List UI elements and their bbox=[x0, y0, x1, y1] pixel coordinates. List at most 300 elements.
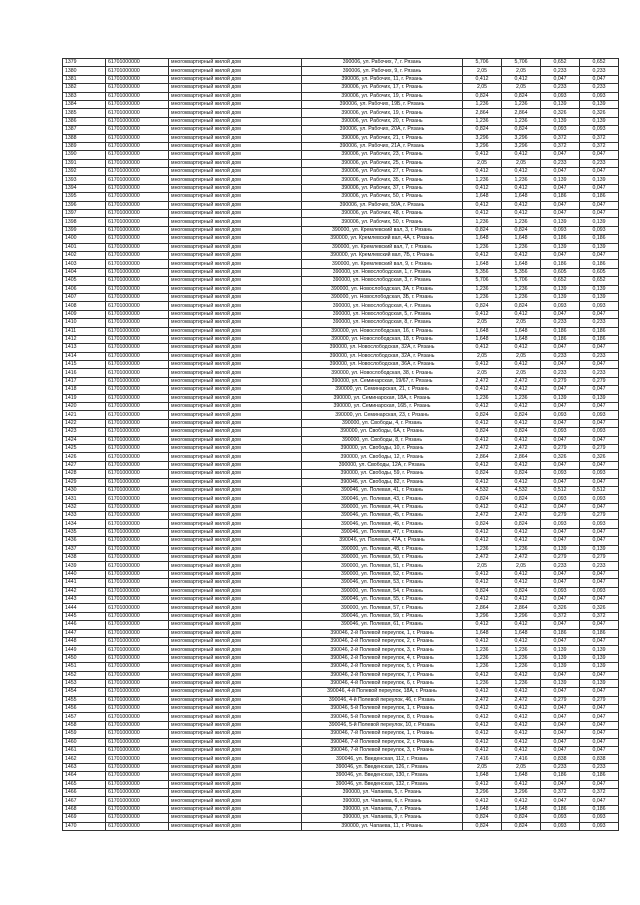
row-number-cell: 1384 bbox=[63, 100, 106, 108]
value-cell: 0,412 bbox=[463, 780, 502, 788]
row-number-cell: 1427 bbox=[63, 461, 106, 469]
value-cell: 0,047 bbox=[580, 168, 619, 176]
oktmo-cell: 61701000000 bbox=[106, 428, 169, 436]
table-row bbox=[63, 436, 619, 444]
table-row bbox=[63, 730, 619, 738]
value-cell: 1,236 bbox=[502, 545, 541, 553]
value-cell: 1,236 bbox=[502, 218, 541, 226]
value-cell: 0,139 bbox=[580, 243, 619, 251]
object-type-cell: многоквартирный жилой дом bbox=[169, 109, 302, 117]
table-row bbox=[63, 344, 619, 352]
data-table bbox=[62, 58, 619, 831]
value-cell: 1,236 bbox=[463, 176, 502, 184]
value-cell: 0,838 bbox=[541, 755, 580, 763]
table-row bbox=[63, 176, 619, 184]
table-row bbox=[63, 386, 619, 394]
oktmo-cell: 61701000000 bbox=[106, 436, 169, 444]
row-number-cell: 1417 bbox=[63, 377, 106, 385]
oktmo-cell: 61701000000 bbox=[106, 59, 169, 67]
address-cell: 390006, ул. Рабочих, 19, г. Рязань bbox=[302, 92, 463, 100]
object-type-cell: многоквартирный жилой дом bbox=[169, 344, 302, 352]
value-cell: 0,605 bbox=[580, 268, 619, 276]
row-number-cell: 1389 bbox=[63, 142, 106, 150]
value-cell: 2,472 bbox=[502, 696, 541, 704]
value-cell: 0,412 bbox=[502, 596, 541, 604]
value-cell: 0,093 bbox=[580, 520, 619, 528]
value-cell: 0,233 bbox=[580, 319, 619, 327]
object-type-cell: многоквартирный жилой дом bbox=[169, 461, 302, 469]
value-cell: 0,186 bbox=[541, 805, 580, 813]
object-type-cell: многоквартирный жилой дом bbox=[169, 772, 302, 780]
value-cell: 0,047 bbox=[541, 713, 580, 721]
address-cell: 390006, ул. Рабочих, 23, г. Рязань bbox=[302, 151, 463, 159]
value-cell: 0,326 bbox=[541, 453, 580, 461]
oktmo-cell: 61701000000 bbox=[106, 344, 169, 352]
value-cell: 0,412 bbox=[463, 721, 502, 729]
oktmo-cell: 61701000000 bbox=[106, 293, 169, 301]
value-cell: 0,412 bbox=[502, 780, 541, 788]
object-type-cell: многоквартирный жилой дом bbox=[169, 352, 302, 360]
value-cell: 0,047 bbox=[541, 344, 580, 352]
table-row bbox=[63, 235, 619, 243]
value-cell: 0,279 bbox=[541, 444, 580, 452]
row-number-cell: 1453 bbox=[63, 679, 106, 687]
row-number-cell: 1443 bbox=[63, 596, 106, 604]
table-row bbox=[63, 419, 619, 427]
address-cell: 390006, ул. Рабочих, 9, г. Рязань bbox=[302, 67, 463, 75]
value-cell: 0,047 bbox=[580, 201, 619, 209]
value-cell: 0,047 bbox=[580, 344, 619, 352]
address-cell: 390000, ул. Новослободская, 8, г. Рязань bbox=[302, 319, 463, 327]
oktmo-cell: 61701000000 bbox=[106, 461, 169, 469]
object-type-cell: многоквартирный жилой дом bbox=[169, 570, 302, 578]
address-cell: 390046, 4-й Полевой переулок, 6, г. Рязань bbox=[302, 679, 463, 687]
value-cell: 2,05 bbox=[463, 159, 502, 167]
object-type-cell: многоквартирный жилой дом bbox=[169, 495, 302, 503]
row-number-cell: 1381 bbox=[63, 75, 106, 83]
row-number-cell: 1394 bbox=[63, 184, 106, 192]
value-cell: 0,047 bbox=[580, 797, 619, 805]
value-cell: 0,233 bbox=[541, 159, 580, 167]
object-type-cell: многоквартирный жилой дом bbox=[169, 503, 302, 511]
value-cell: 0,186 bbox=[580, 193, 619, 201]
value-cell: 2,472 bbox=[463, 377, 502, 385]
value-cell: 0,372 bbox=[580, 134, 619, 142]
address-cell: 390000, ул. Семинарская, 21, г. Рязань bbox=[302, 386, 463, 394]
value-cell: 0,412 bbox=[463, 596, 502, 604]
value-cell: 0,139 bbox=[580, 654, 619, 662]
oktmo-cell: 61701000000 bbox=[106, 142, 169, 150]
value-cell: 0,186 bbox=[541, 235, 580, 243]
address-cell: 390046, 5-й Полевой переулок, 10, г. Рязань bbox=[302, 721, 463, 729]
value-cell: 0,279 bbox=[580, 377, 619, 385]
table-row bbox=[63, 403, 619, 411]
value-cell: 1,236 bbox=[463, 394, 502, 402]
table-row bbox=[63, 428, 619, 436]
value-cell: 5,706 bbox=[502, 59, 541, 67]
value-cell: 1,648 bbox=[502, 260, 541, 268]
value-cell: 0,139 bbox=[580, 100, 619, 108]
row-number-cell: 1433 bbox=[63, 512, 106, 520]
value-cell: 0,093 bbox=[580, 302, 619, 310]
address-cell: 390046, ул. Полевая, 59, г. Рязань bbox=[302, 612, 463, 620]
value-cell: 0,326 bbox=[541, 109, 580, 117]
oktmo-cell: 61701000000 bbox=[106, 512, 169, 520]
table-row bbox=[63, 444, 619, 452]
value-cell: 0,824 bbox=[502, 126, 541, 134]
row-number-cell: 1445 bbox=[63, 612, 106, 620]
object-type-cell: многоквартирный жилой дом bbox=[169, 621, 302, 629]
table-row bbox=[63, 201, 619, 209]
value-cell: 0,047 bbox=[580, 75, 619, 83]
oktmo-cell: 61701000000 bbox=[106, 612, 169, 620]
row-number-cell: 1436 bbox=[63, 537, 106, 545]
row-number-cell: 1435 bbox=[63, 528, 106, 536]
row-number-cell: 1470 bbox=[63, 822, 106, 830]
value-cell: 0,412 bbox=[502, 478, 541, 486]
object-type-cell: многоквартирный жилой дом bbox=[169, 537, 302, 545]
value-cell: 0,047 bbox=[580, 721, 619, 729]
value-cell: 0,412 bbox=[463, 344, 502, 352]
value-cell: 0,139 bbox=[541, 394, 580, 402]
value-cell: 0,047 bbox=[580, 579, 619, 587]
row-number-cell: 1463 bbox=[63, 763, 106, 771]
object-type-cell: многоквартирный жилой дом bbox=[169, 126, 302, 134]
address-cell: 390046, 2-й Полевой переулок, 5, г. Рязань bbox=[302, 663, 463, 671]
row-number-cell: 1464 bbox=[63, 772, 106, 780]
row-number-cell: 1395 bbox=[63, 193, 106, 201]
address-cell: 390006, ул. Рабочих, 50, г. Рязань bbox=[302, 193, 463, 201]
address-cell: 390046, ул. Свободы, 82, г. Рязань bbox=[302, 478, 463, 486]
row-number-cell: 1421 bbox=[63, 411, 106, 419]
table-row bbox=[63, 184, 619, 192]
address-cell: 390006, ул. Рабочих, 50, г. Рязань bbox=[302, 218, 463, 226]
table-row bbox=[63, 126, 619, 134]
address-cell: 390006, ул. Рабочих, 19, г. Рязань bbox=[302, 109, 463, 117]
value-cell: 0,047 bbox=[541, 75, 580, 83]
value-cell: 0,047 bbox=[541, 671, 580, 679]
value-cell: 3,296 bbox=[463, 788, 502, 796]
value-cell: 1,236 bbox=[502, 679, 541, 687]
value-cell: 0,412 bbox=[502, 151, 541, 159]
value-cell: 0,139 bbox=[541, 243, 580, 251]
value-cell: 0,047 bbox=[541, 184, 580, 192]
table-row bbox=[63, 495, 619, 503]
value-cell: 0,047 bbox=[541, 419, 580, 427]
row-number-cell: 1392 bbox=[63, 168, 106, 176]
row-number-cell: 1449 bbox=[63, 646, 106, 654]
value-cell: 0,512 bbox=[580, 486, 619, 494]
value-cell: 7,416 bbox=[463, 755, 502, 763]
address-cell: 390000, ул. Полевая, 54, г. Рязань bbox=[302, 587, 463, 595]
oktmo-cell: 61701000000 bbox=[106, 377, 169, 385]
value-cell: 0,139 bbox=[580, 117, 619, 125]
address-cell: 390000, ул. Свободы, 10, г. Рязань bbox=[302, 444, 463, 452]
address-cell: 390000, ул. Чапаева, 6, г. Рязань bbox=[302, 797, 463, 805]
object-type-cell: многоквартирный жилой дом bbox=[169, 747, 302, 755]
address-cell: 390006, ул. Рабочих, 20А, г. Рязань bbox=[302, 126, 463, 134]
oktmo-cell: 61701000000 bbox=[106, 369, 169, 377]
value-cell: 3,296 bbox=[502, 788, 541, 796]
value-cell: 1,236 bbox=[502, 285, 541, 293]
table-row bbox=[63, 788, 619, 796]
value-cell: 0,412 bbox=[463, 386, 502, 394]
address-cell: 390000, ул. Кремлевский вал, 7Б, г. Рязань bbox=[302, 251, 463, 259]
value-cell: 0,652 bbox=[580, 59, 619, 67]
object-type-cell: многоквартирный жилой дом bbox=[169, 419, 302, 427]
table-row bbox=[63, 503, 619, 511]
oktmo-cell: 61701000000 bbox=[106, 126, 169, 134]
value-cell: 0,047 bbox=[580, 361, 619, 369]
oktmo-cell: 61701000000 bbox=[106, 814, 169, 822]
value-cell: 2,05 bbox=[463, 84, 502, 92]
table-row bbox=[63, 470, 619, 478]
oktmo-cell: 61701000000 bbox=[106, 822, 169, 830]
value-cell: 0,233 bbox=[541, 319, 580, 327]
value-cell: 2,472 bbox=[463, 554, 502, 562]
address-cell: 390046, ул. Полевая, 41, г. Рязань bbox=[302, 486, 463, 494]
table-row bbox=[63, 117, 619, 125]
value-cell: 0,093 bbox=[541, 92, 580, 100]
value-cell: 0,047 bbox=[580, 403, 619, 411]
object-type-cell: многоквартирный жилой дом bbox=[169, 302, 302, 310]
table-row bbox=[63, 461, 619, 469]
value-cell: 0,139 bbox=[541, 663, 580, 671]
value-cell: 0,326 bbox=[580, 453, 619, 461]
object-type-cell: многоквартирный жилой дом bbox=[169, 520, 302, 528]
object-type-cell: многоквартирный жилой дом bbox=[169, 780, 302, 788]
oktmo-cell: 61701000000 bbox=[106, 772, 169, 780]
value-cell: 0,824 bbox=[463, 411, 502, 419]
value-cell: 0,412 bbox=[502, 210, 541, 218]
address-cell: 390000, ул. Полевая, 50, г. Рязань bbox=[302, 554, 463, 562]
address-cell: 390046, ул. Введенская, 126, г. Рязань bbox=[302, 763, 463, 771]
value-cell: 0,412 bbox=[463, 570, 502, 578]
row-number-cell: 1393 bbox=[63, 176, 106, 184]
value-cell: 0,047 bbox=[541, 596, 580, 604]
oktmo-cell: 61701000000 bbox=[106, 654, 169, 662]
value-cell: 0,412 bbox=[463, 419, 502, 427]
oktmo-cell: 61701000000 bbox=[106, 151, 169, 159]
value-cell: 0,824 bbox=[463, 92, 502, 100]
oktmo-cell: 61701000000 bbox=[106, 780, 169, 788]
oktmo-cell: 61701000000 bbox=[106, 637, 169, 645]
row-number-cell: 1447 bbox=[63, 629, 106, 637]
table-row bbox=[63, 705, 619, 713]
value-cell: 0,047 bbox=[541, 151, 580, 159]
address-cell: 390046, 7-й Полевой переулок, 1, г. Рязань bbox=[302, 730, 463, 738]
value-cell: 0,824 bbox=[502, 411, 541, 419]
table-row bbox=[63, 805, 619, 813]
value-cell: 0,824 bbox=[502, 495, 541, 503]
oktmo-cell: 61701000000 bbox=[106, 327, 169, 335]
value-cell: 0,412 bbox=[463, 579, 502, 587]
value-cell: 0,412 bbox=[502, 461, 541, 469]
object-type-cell: многоквартирный жилой дом bbox=[169, 67, 302, 75]
value-cell: 2,472 bbox=[463, 696, 502, 704]
value-cell: 0,412 bbox=[502, 75, 541, 83]
address-cell: 390000, ул. Новослободская, 1, г. Рязань bbox=[302, 268, 463, 276]
value-cell: 0,279 bbox=[541, 554, 580, 562]
address-cell: 390006, ул. Рабочих, 37, г. Рязань bbox=[302, 184, 463, 192]
value-cell: 0,047 bbox=[580, 251, 619, 259]
value-cell: 0,186 bbox=[580, 629, 619, 637]
table-row bbox=[63, 193, 619, 201]
value-cell: 1,236 bbox=[502, 646, 541, 654]
value-cell: 0,412 bbox=[502, 184, 541, 192]
value-cell: 0,186 bbox=[580, 260, 619, 268]
object-type-cell: многоквартирный жилой дом bbox=[169, 596, 302, 604]
value-cell: 0,412 bbox=[502, 579, 541, 587]
object-type-cell: многоквартирный жилой дом bbox=[169, 755, 302, 763]
value-cell: 0,047 bbox=[580, 537, 619, 545]
address-cell: 390046, 2-й Полевой переулок, 4, г. Рязань bbox=[302, 654, 463, 662]
value-cell: 0,186 bbox=[580, 327, 619, 335]
object-type-cell: многоквартирный жилой дом bbox=[169, 117, 302, 125]
value-cell: 1,648 bbox=[463, 335, 502, 343]
address-cell: 390000, ул. Свободы, 4, г. Рязань bbox=[302, 419, 463, 427]
value-cell: 0,412 bbox=[502, 713, 541, 721]
address-cell: 390000, ул. Полевая, 48, г. Рязань bbox=[302, 545, 463, 553]
object-type-cell: многоквартирный жилой дом bbox=[169, 210, 302, 218]
object-type-cell: многоквартирный жилой дом bbox=[169, 428, 302, 436]
object-type-cell: многоквартирный жилой дом bbox=[169, 251, 302, 259]
address-cell: 390000, ул. Новослободская, 3А, г. Рязань bbox=[302, 285, 463, 293]
row-number-cell: 1415 bbox=[63, 361, 106, 369]
value-cell: 0,605 bbox=[541, 268, 580, 276]
row-number-cell: 1399 bbox=[63, 226, 106, 234]
value-cell: 0,139 bbox=[580, 679, 619, 687]
value-cell: 0,047 bbox=[541, 621, 580, 629]
value-cell: 0,139 bbox=[580, 293, 619, 301]
oktmo-cell: 61701000000 bbox=[106, 268, 169, 276]
address-cell: 390046, ул. Полевая, 43, г. Рязань bbox=[302, 495, 463, 503]
row-number-cell: 1398 bbox=[63, 218, 106, 226]
object-type-cell: многоквартирный жилой дом bbox=[169, 512, 302, 520]
value-cell: 0,412 bbox=[463, 621, 502, 629]
row-number-cell: 1448 bbox=[63, 637, 106, 645]
address-cell: 390006, ул. Рабочих, 21, г. Рязань bbox=[302, 134, 463, 142]
value-cell: 1,648 bbox=[502, 327, 541, 335]
object-type-cell: многоквартирный жилой дом bbox=[169, 705, 302, 713]
object-type-cell: многоквартирный жилой дом bbox=[169, 822, 302, 830]
value-cell: 0,279 bbox=[580, 512, 619, 520]
address-cell: 390000, ул. Чапаева, 11, г. Рязань bbox=[302, 822, 463, 830]
value-cell: 0,139 bbox=[580, 285, 619, 293]
value-cell: 0,233 bbox=[580, 369, 619, 377]
value-cell: 5,706 bbox=[502, 277, 541, 285]
value-cell: 0,412 bbox=[502, 403, 541, 411]
row-number-cell: 1385 bbox=[63, 109, 106, 117]
address-cell: 390006, ул. Рабочих, 11, г. Рязань bbox=[302, 75, 463, 83]
address-cell: 390046, 7-й Полевой переулок, 3, г. Рязань bbox=[302, 747, 463, 755]
table-row bbox=[63, 696, 619, 704]
table-row bbox=[63, 621, 619, 629]
table-row bbox=[63, 134, 619, 142]
address-cell: 390000, ул. Новослободская, 18, г. Рязань bbox=[302, 335, 463, 343]
value-cell: 0,047 bbox=[541, 537, 580, 545]
row-number-cell: 1388 bbox=[63, 134, 106, 142]
oktmo-cell: 61701000000 bbox=[106, 679, 169, 687]
value-cell: 1,236 bbox=[463, 285, 502, 293]
address-cell: 390000, ул. Семинарская, 18А, г. Рязань bbox=[302, 394, 463, 402]
row-number-cell: 1458 bbox=[63, 721, 106, 729]
oktmo-cell: 61701000000 bbox=[106, 713, 169, 721]
object-type-cell: многоквартирный жилой дом bbox=[169, 528, 302, 536]
value-cell: 0,093 bbox=[580, 587, 619, 595]
value-cell: 4,532 bbox=[502, 486, 541, 494]
row-number-cell: 1466 bbox=[63, 788, 106, 796]
value-cell: 0,139 bbox=[541, 679, 580, 687]
object-type-cell: многоквартирный жилой дом bbox=[169, 788, 302, 796]
value-cell: 3,296 bbox=[463, 612, 502, 620]
row-number-cell: 1440 bbox=[63, 570, 106, 578]
row-number-cell: 1462 bbox=[63, 755, 106, 763]
table-row bbox=[63, 520, 619, 528]
value-cell: 0,186 bbox=[541, 193, 580, 201]
value-cell: 1,236 bbox=[463, 117, 502, 125]
table-row bbox=[63, 159, 619, 167]
object-type-cell: многоквартирный жилой дом bbox=[169, 361, 302, 369]
object-type-cell: многоквартирный жилой дом bbox=[169, 386, 302, 394]
value-cell: 0,412 bbox=[463, 251, 502, 259]
object-type-cell: многоквартирный жилой дом bbox=[169, 59, 302, 67]
value-cell: 0,412 bbox=[502, 201, 541, 209]
value-cell: 1,236 bbox=[463, 545, 502, 553]
value-cell: 2,05 bbox=[463, 319, 502, 327]
oktmo-cell: 61701000000 bbox=[106, 75, 169, 83]
object-type-cell: многоквартирный жилой дом bbox=[169, 629, 302, 637]
row-number-cell: 1406 bbox=[63, 285, 106, 293]
oktmo-cell: 61701000000 bbox=[106, 755, 169, 763]
address-cell: 390000, ул. Свободы, 12А, г. Рязань bbox=[302, 461, 463, 469]
value-cell: 0,233 bbox=[541, 763, 580, 771]
value-cell: 2,472 bbox=[502, 554, 541, 562]
value-cell: 0,412 bbox=[463, 537, 502, 545]
table-row bbox=[63, 226, 619, 234]
value-cell: 1,648 bbox=[502, 235, 541, 243]
oktmo-cell: 61701000000 bbox=[106, 92, 169, 100]
value-cell: 0,093 bbox=[541, 495, 580, 503]
value-cell: 2,05 bbox=[502, 67, 541, 75]
value-cell: 0,093 bbox=[541, 587, 580, 595]
oktmo-cell: 61701000000 bbox=[106, 503, 169, 511]
table-row bbox=[63, 218, 619, 226]
table-row bbox=[63, 293, 619, 301]
value-cell: 2,05 bbox=[463, 763, 502, 771]
value-cell: 0,047 bbox=[580, 730, 619, 738]
object-type-cell: многоквартирный жилой дом bbox=[169, 277, 302, 285]
oktmo-cell: 61701000000 bbox=[106, 453, 169, 461]
value-cell: 0,412 bbox=[463, 184, 502, 192]
oktmo-cell: 61701000000 bbox=[106, 604, 169, 612]
value-cell: 0,186 bbox=[580, 805, 619, 813]
value-cell: 0,824 bbox=[463, 302, 502, 310]
value-cell: 1,236 bbox=[502, 394, 541, 402]
object-type-cell: многоквартирный жилой дом bbox=[169, 579, 302, 587]
row-number-cell: 1404 bbox=[63, 268, 106, 276]
address-cell: 390000, ул. Новослободская, 5, г. Рязань bbox=[302, 310, 463, 318]
address-cell: 390000, ул. Свободы, 12, г. Рязань bbox=[302, 453, 463, 461]
value-cell: 5,706 bbox=[463, 59, 502, 67]
row-number-cell: 1451 bbox=[63, 663, 106, 671]
oktmo-cell: 61701000000 bbox=[106, 688, 169, 696]
oktmo-cell: 61701000000 bbox=[106, 310, 169, 318]
value-cell: 0,047 bbox=[580, 738, 619, 746]
table-row bbox=[63, 537, 619, 545]
value-cell: 0,233 bbox=[580, 562, 619, 570]
address-cell: 390046, ул. Полевая, 55, г. Рязань bbox=[302, 596, 463, 604]
